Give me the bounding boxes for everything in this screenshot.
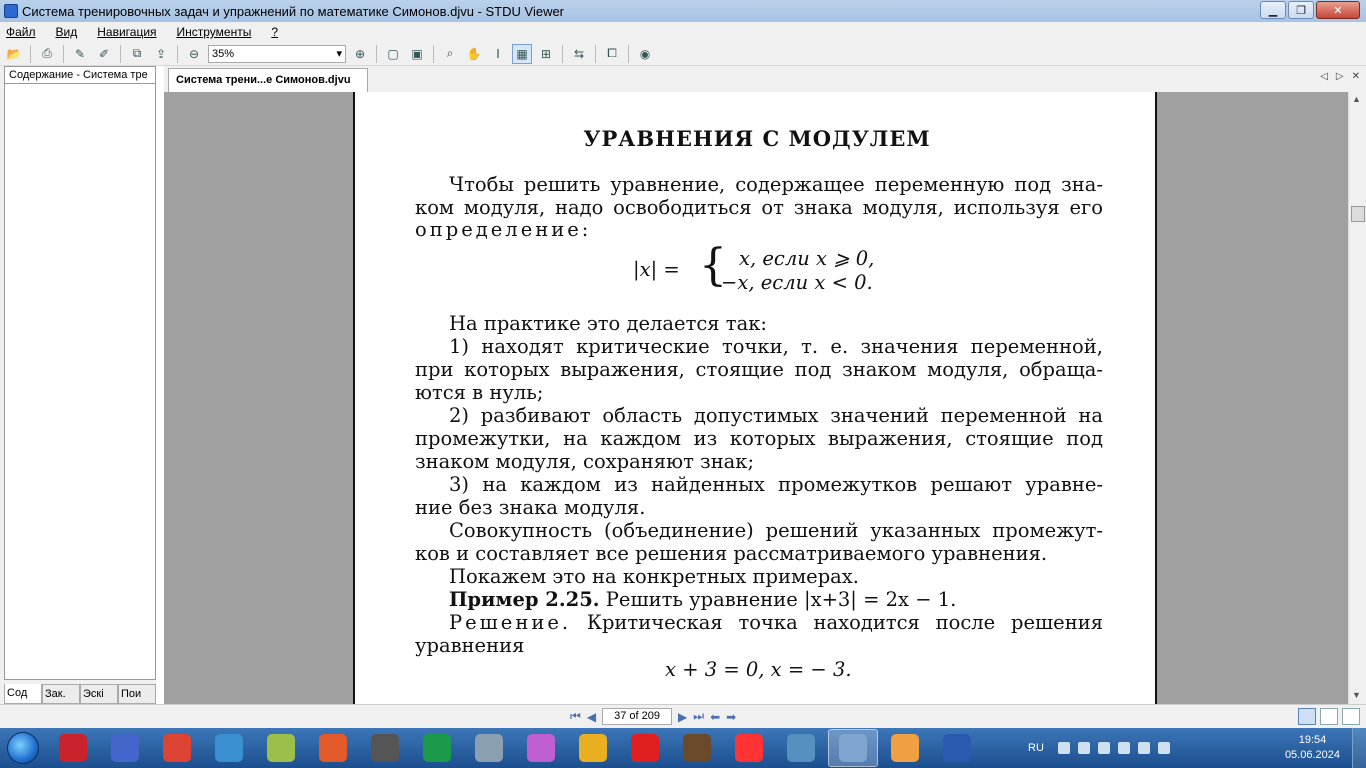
continuous-mode-icon[interactable] <box>1342 708 1360 725</box>
prev-page-icon[interactable]: ◀ <box>586 709 597 724</box>
pencil-icon[interactable]: ✐ <box>98 46 110 61</box>
definition-case-2: −x, если x < 0. <box>721 271 873 294</box>
contents-panel <box>4 66 156 704</box>
taskbar-app-yandex-browser[interactable] <box>724 729 774 767</box>
menu-file[interactable]: Файл <box>6 25 36 39</box>
media-play-icon <box>475 734 503 762</box>
menu-tools[interactable]: Инструменты <box>176 25 252 39</box>
menu-help[interactable]: ? <box>271 25 279 39</box>
title-bar <box>0 0 1366 22</box>
taskbar-app-word[interactable] <box>932 729 982 767</box>
clock-date: 05.06.2024 <box>1284 749 1340 761</box>
status-bar <box>0 704 1366 728</box>
globe-icon <box>215 734 243 762</box>
example-label: Пример 2.25. <box>449 588 600 611</box>
definition-case-1: x, если x ⩾ 0, <box>739 247 875 270</box>
zoom-area-icon[interactable]: ⊞ <box>540 46 552 61</box>
solution-text: Критическая точка находится после решения <box>586 611 1103 634</box>
text-line: промежутки, на каждом из которых выражения, стоящие под <box>415 427 1103 450</box>
network-icon <box>787 734 815 762</box>
video-icon <box>891 734 919 762</box>
menu-bar <box>0 22 1366 42</box>
tab-bookmarks[interactable]: Зак. <box>42 684 80 704</box>
chevron-up-icon[interactable] <box>1058 742 1070 754</box>
taskbar-app-u[interactable] <box>412 729 462 767</box>
hand-tool-icon[interactable]: ✋ <box>466 46 482 61</box>
export-icon[interactable]: ⇪ <box>155 46 167 61</box>
text-select-icon[interactable]: Ⅰ <box>496 46 500 61</box>
equation: x + 3 = 0, x = − 3. <box>665 658 852 681</box>
network-tray-icon[interactable] <box>1098 742 1110 754</box>
tab-thumbnails[interactable]: Эскі <box>80 684 118 704</box>
text-line: ются в нуль; <box>415 381 544 404</box>
copy-page-icon[interactable]: ⧉ <box>132 46 142 60</box>
tab-prev-icon[interactable]: ◁ <box>1320 71 1328 82</box>
taskbar-app-globe[interactable] <box>204 729 254 767</box>
taskbar-app-triangle[interactable] <box>568 729 618 767</box>
example-line <box>415 589 1103 611</box>
volume-icon[interactable] <box>1078 742 1090 754</box>
yandex-browser-icon <box>735 734 763 762</box>
toolbar <box>0 42 1366 66</box>
next-page-icon[interactable]: ▶ <box>678 709 688 724</box>
text-line: уравнения <box>415 634 525 657</box>
taskbar <box>0 728 1366 768</box>
yandex-icon <box>631 734 659 762</box>
stdu-viewer-icon <box>839 734 867 762</box>
open-folder-icon[interactable]: 📂 <box>6 46 22 61</box>
scroll-up-icon[interactable]: ▲ <box>1352 94 1361 104</box>
text-line: Чтобы решить уравнение, содержащее переменную под зна- <box>449 173 1103 196</box>
fit-page-icon[interactable]: ▣ <box>411 46 423 61</box>
clock-time: 19:54 <box>1298 734 1327 746</box>
tab-search[interactable]: Пои <box>118 684 156 704</box>
first-page-icon[interactable]: ⏮ <box>570 709 581 723</box>
app-icon <box>4 4 18 18</box>
text-line: Совокупность (объединение) решений указанных промежут- <box>449 519 1103 542</box>
web-update-icon[interactable]: ◉ <box>639 46 651 61</box>
text-line: ние без знака модуля. <box>415 496 646 519</box>
page-title: УРАВНЕНИЯ С МОДУЛЕМ <box>583 126 931 151</box>
triangle-icon <box>579 734 607 762</box>
taskbar-app-film[interactable] <box>672 729 722 767</box>
history-forward-icon[interactable]: ➡ <box>726 709 737 724</box>
taskbar-app-camera[interactable] <box>360 729 410 767</box>
single-page-mode-icon[interactable] <box>1298 708 1316 725</box>
shield-icon[interactable] <box>1138 742 1150 754</box>
flag-icon[interactable] <box>1118 742 1130 754</box>
copy-icon[interactable]: ⧠ <box>607 46 617 60</box>
minimize-button[interactable]: ▁ <box>1260 1 1286 19</box>
brace-symbol: { <box>699 240 727 291</box>
camera-icon <box>371 734 399 762</box>
taskbar-app-ball[interactable] <box>516 729 566 767</box>
ball-icon <box>527 734 555 762</box>
show-desktop-button[interactable] <box>1352 728 1366 768</box>
example-text: Решить уравнение |x+3| = 2x − 1. <box>605 588 957 611</box>
floppy-icon <box>111 734 139 762</box>
zoom-value: 35% <box>212 47 235 60</box>
text-line: 3) на каждом из найденных промежутков решают уравне- <box>449 473 1103 496</box>
taskbar-app-book[interactable] <box>256 729 306 767</box>
document-page <box>353 92 1157 704</box>
u-icon <box>423 734 451 762</box>
document-tabs <box>164 66 1366 92</box>
text-line: знаком модуля, сохраняют знак; <box>415 450 755 473</box>
text-line: На практике это делается так: <box>449 312 767 335</box>
solution-label: Решение. <box>449 611 572 634</box>
presentation-icon <box>319 734 347 762</box>
text-line: ком модуля, надо освободиться от знака модуля, используя его <box>415 196 1103 219</box>
book-icon <box>267 734 295 762</box>
zoom-select[interactable] <box>208 45 346 63</box>
taskbar-app-presentation[interactable] <box>308 729 358 767</box>
single-page-icon[interactable]: ▢ <box>387 46 399 61</box>
text-line: при которых выражения, стоящие под знаком модуля, обраща- <box>415 358 1103 381</box>
text-line: 1) находят критические точки, т. е. значения переменной, <box>449 335 1103 358</box>
menu-navigation[interactable]: Навигация <box>97 25 157 39</box>
vertical-scrollbar[interactable] <box>1348 92 1366 704</box>
document-viewer[interactable] <box>164 92 1348 704</box>
definition-lhs: |x| = <box>633 258 680 281</box>
text-line: 2) разбивают область допустимых значений переменной на <box>449 404 1103 427</box>
maximize-button[interactable]: ❐ <box>1288 1 1314 19</box>
yandex-tray-icon[interactable] <box>1158 742 1170 754</box>
solution-line <box>415 612 1103 634</box>
zoom-in-icon[interactable]: ⊕ <box>354 46 366 61</box>
taskbar-app-network[interactable] <box>776 729 826 767</box>
contents-panel-title: Содержание - Система тре <box>4 66 156 84</box>
taskbar-app-video[interactable] <box>880 729 930 767</box>
page-number-input[interactable]: 37 of 209 <box>602 708 672 725</box>
tab-close-icon[interactable]: ✕ <box>1351 71 1360 82</box>
menu-view[interactable]: Вид <box>55 25 78 39</box>
history-back-icon[interactable]: ⬅ <box>710 709 721 724</box>
word-icon <box>943 734 971 762</box>
chrome-icon <box>163 734 191 762</box>
tab-next-icon[interactable]: ▷ <box>1335 71 1344 82</box>
text-line: определение: <box>415 218 592 241</box>
chevron-down-icon: ▾ <box>336 48 342 60</box>
close-button[interactable]: ✕ <box>1316 1 1360 19</box>
zoom-out-icon[interactable]: ⊖ <box>188 46 200 61</box>
print-icon[interactable]: ⎙ <box>42 46 52 60</box>
taskbar-app-huawei[interactable] <box>48 729 98 767</box>
last-page-icon[interactable]: ⏭ <box>693 709 705 723</box>
contents-tree[interactable] <box>4 84 156 680</box>
scroll-down-icon[interactable]: ▼ <box>1352 690 1361 700</box>
clock[interactable] <box>1285 733 1340 763</box>
taskbar-app-floppy[interactable] <box>100 729 150 767</box>
find-icon[interactable]: ⌕ <box>446 46 454 60</box>
taskbar-app-media-play[interactable] <box>464 729 514 767</box>
language-indicator[interactable]: RU <box>1028 742 1044 754</box>
tab-contents[interactable]: Сод <box>4 684 42 704</box>
taskbar-app-chrome[interactable] <box>152 729 202 767</box>
edit-icon[interactable]: ✎ <box>74 46 86 61</box>
huawei-icon <box>59 734 87 762</box>
windows-icon <box>7 732 39 764</box>
window-title: Система тренировочных задач и упражнений по математике Симонов.djvu - STDU Viewer <box>22 3 565 19</box>
text-line: Покажем это на конкретных примерах. <box>449 565 859 588</box>
film-icon <box>683 734 711 762</box>
taskbar-app-yandex[interactable] <box>620 729 670 767</box>
scroll-thumb[interactable] <box>1351 206 1365 222</box>
start-button[interactable] <box>0 728 46 768</box>
snapshot-icon[interactable]: ▦ <box>512 44 532 64</box>
taskbar-app-stdu-viewer[interactable] <box>828 729 878 767</box>
text-line: ков и составляет все решения рассматриваемого уравнения. <box>415 542 1048 565</box>
document-tab[interactable]: Система трени...е Симонов.djvu <box>168 68 368 92</box>
back-forward-icon[interactable]: ⇆ <box>573 46 585 61</box>
facing-pages-mode-icon[interactable] <box>1320 708 1338 725</box>
